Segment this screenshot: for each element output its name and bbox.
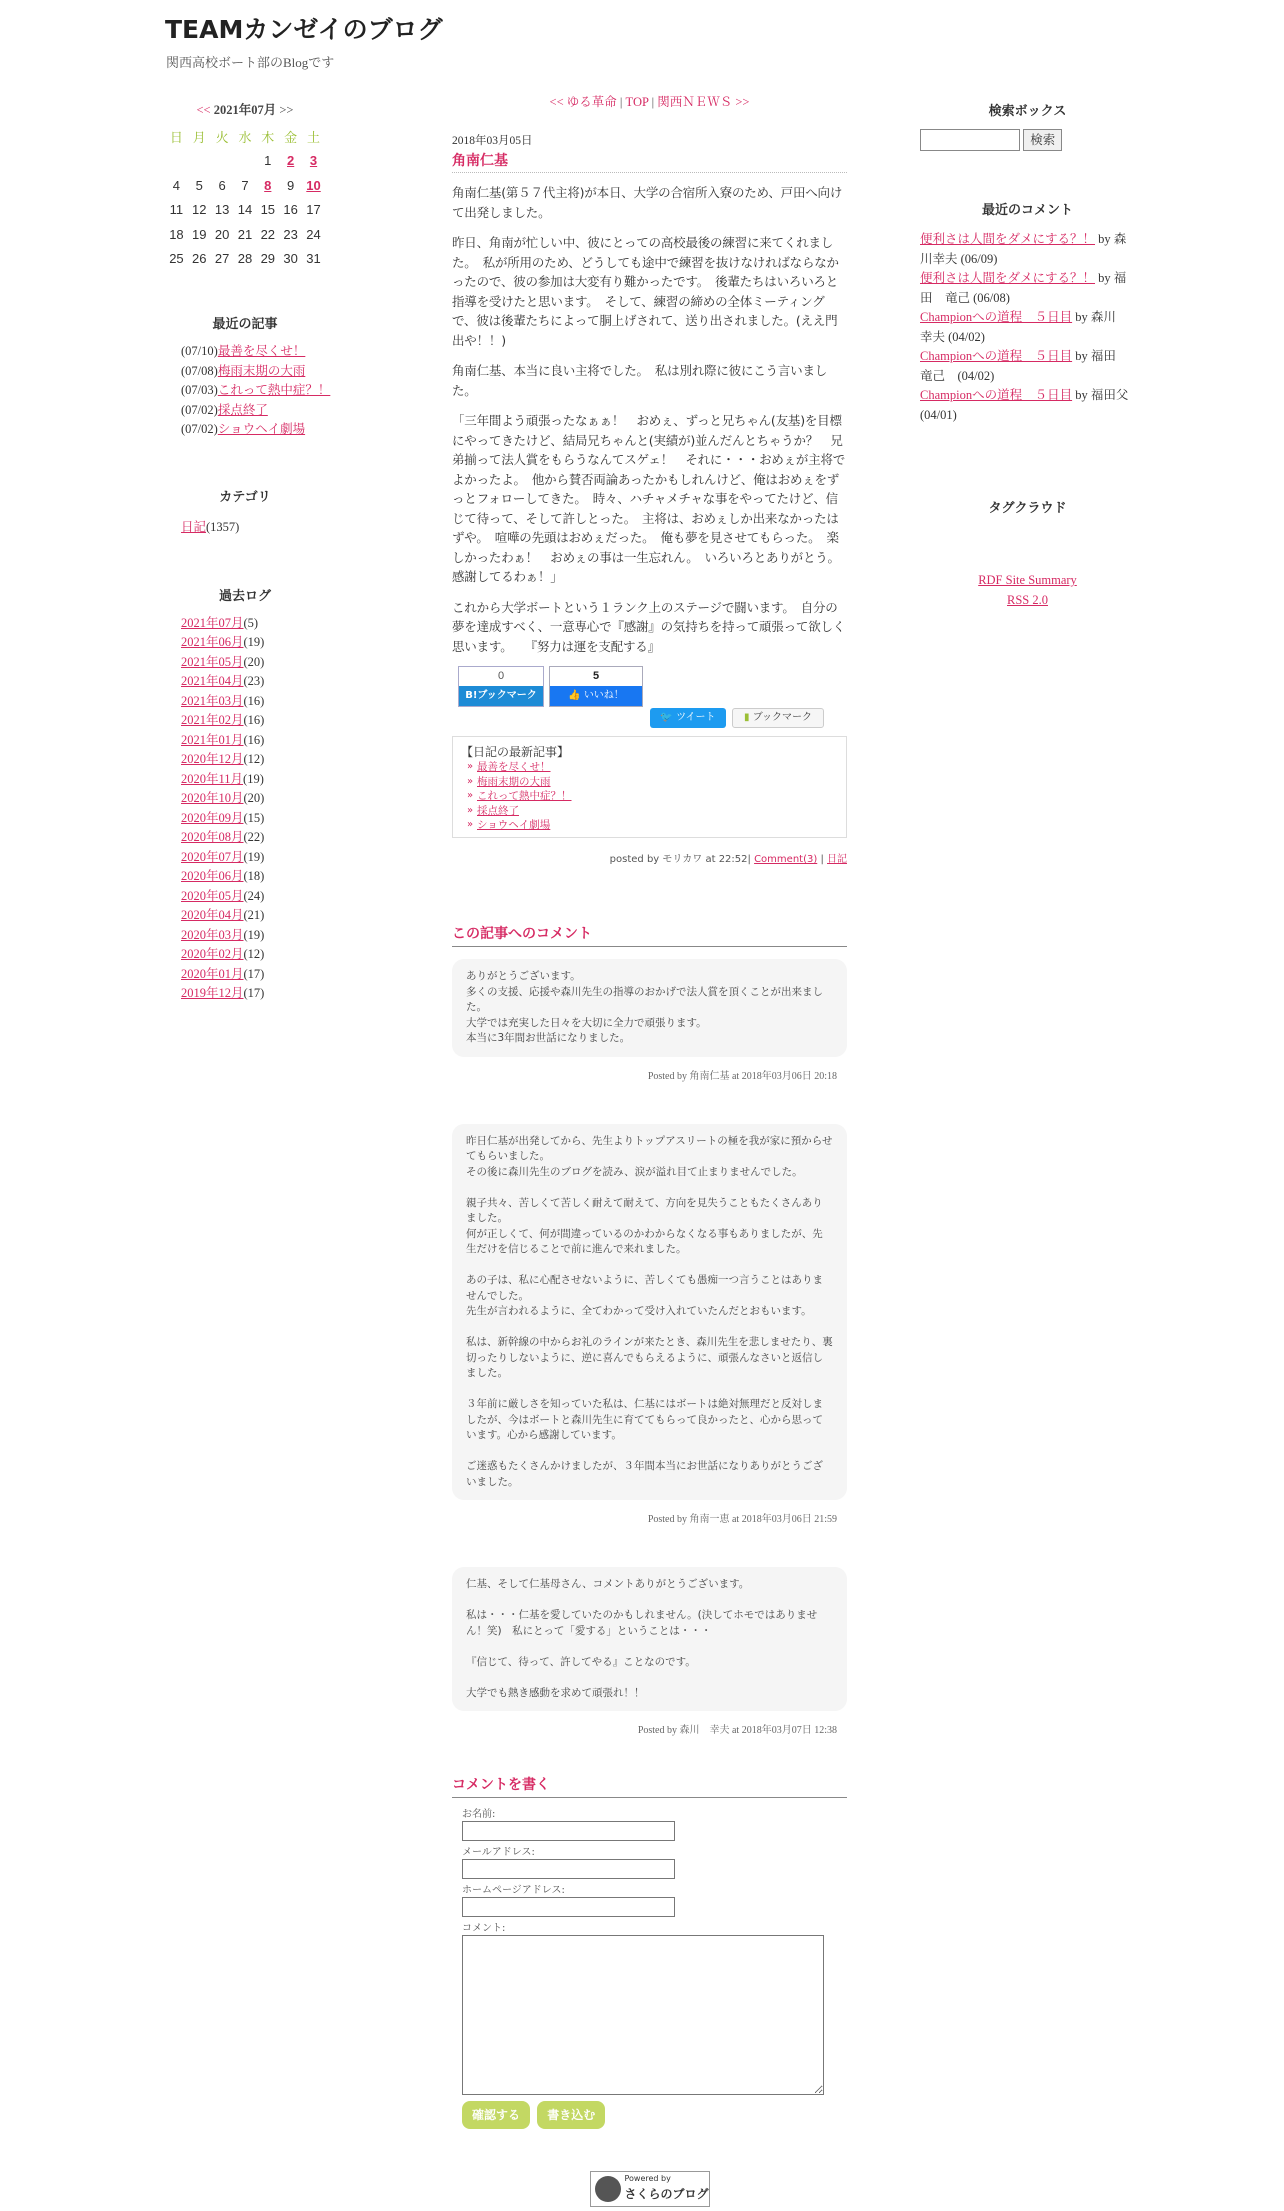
calendar-next-link[interactable]: >> — [279, 103, 294, 117]
comment-body: 仁基、そして仁基母さん、コメントありがとうございます。 私は・・・仁基を愛していたのかもしれません。(決してホモではありません！笑) 私にとって「愛する」ということは・・・ 『信じて、待って、許してやる』ことなのです。 大学でも熱き感動を求めて頑張れ！！ — [452, 1567, 847, 1711]
calendar-day — [234, 149, 257, 174]
recent-comment-meta: by 福田 竜己 (06/08) — [920, 271, 1127, 305]
recent-article-link[interactable]: ショウヘイ劇場 — [217, 422, 306, 436]
left-sidebar — [165, 100, 331, 1004]
archive-count: (20) — [243, 791, 265, 805]
facebook-label — [550, 686, 642, 706]
archive-count: (19) — [243, 849, 265, 864]
calendar-day: 23 — [283, 226, 298, 242]
recent-comment-meta: by 森川 幸夫 (04/02) — [920, 310, 1129, 344]
calendar-weekday: 日 — [169, 130, 183, 146]
archive-item — [165, 926, 325, 946]
facebook-like-label: いいね！ — [583, 690, 624, 701]
tweet-label: ツイート — [676, 712, 716, 723]
rss-link[interactable]: RSS 2.0 — [1007, 592, 1048, 607]
submit-button[interactable]: 書き込む — [537, 2101, 605, 2129]
archive-count: (22) — [243, 830, 265, 844]
calendar-day-link[interactable]: 3 — [309, 153, 318, 169]
comment — [452, 959, 847, 1082]
recent-comment-link[interactable]: Championへの道程 ５日目 — [920, 349, 1073, 363]
name-input[interactable] — [462, 1821, 675, 1841]
archive-item — [165, 965, 325, 985]
archive-count: (16) — [243, 713, 265, 727]
comment — [452, 1567, 847, 1736]
calendar-day: 24 — [306, 226, 321, 242]
calendar-day: 17 — [306, 202, 321, 218]
latest-articles-box — [452, 736, 847, 838]
calendar-week — [165, 149, 325, 174]
main-content — [452, 92, 847, 2211]
comment-textarea[interactable] — [462, 1935, 824, 2095]
category-count: (1357) — [206, 519, 240, 534]
latest-article-link[interactable]: 採点終了 — [477, 804, 519, 817]
calendar-day — [165, 149, 188, 174]
latest-article-item — [461, 760, 838, 775]
calendar-day: 6 — [218, 177, 226, 193]
latest-article-link[interactable]: 最善を尽くせ！ — [477, 761, 551, 773]
homepage-input[interactable] — [462, 1897, 675, 1917]
hatena-count: 0 — [497, 670, 505, 682]
archive-item — [165, 770, 325, 790]
recent-comments-heading: 最近のコメント — [981, 203, 1073, 218]
archive-count: (20) — [243, 654, 265, 669]
recent-comment-item — [920, 308, 1135, 347]
recent-comment-link[interactable]: 便利さは人間をダメにする？！ — [920, 271, 1096, 285]
archive-count: (19) — [243, 635, 265, 649]
calendar-day: 22 — [260, 226, 276, 242]
archive-heading: 過去ログ — [218, 588, 271, 604]
recent-article-item — [165, 381, 331, 401]
search-button[interactable]: 検索 — [1023, 129, 1062, 151]
recent-article-date: (07/08) — [181, 363, 218, 378]
comment-form-heading: コメントを書く — [452, 1774, 847, 1798]
site-description: 関西高校ボート部のBlogです — [166, 55, 335, 70]
calendar-day: 12 — [192, 202, 207, 218]
powered-by — [452, 2171, 847, 2211]
calendar-weekday: 土 — [307, 130, 321, 146]
calendar-day: 30 — [283, 251, 298, 267]
archive-item — [165, 828, 325, 848]
recent-article-link[interactable]: これって熱中症？！ — [217, 383, 331, 397]
calendar-day: 18 — [169, 226, 184, 242]
archive-item — [165, 945, 325, 965]
feed-links — [920, 571, 1135, 610]
archive-item — [165, 867, 325, 887]
archive-month-link[interactable]: 2020年07月 — [181, 849, 244, 864]
calendar-day-link[interactable]: 2 — [287, 153, 295, 169]
latest-article-link[interactable]: ショウヘイ劇場 — [477, 819, 551, 831]
calendar-day: 26 — [192, 251, 207, 267]
comment-form — [452, 1808, 847, 2129]
comment-body: 昨日仁基が出発してから、先生よりトップアスリートの極を我が家に預からせてもらいました。 その後に森川先生のブログを読み、涙が溢れ目て止まりませんでした。 親子共々、苦しくて苦しく耐えて耐えて、方向を見失うこともたくさんありました。 何が正しくて、何が間違っているのかわからなくなる事もありましたが、先生だけを信じることで前に進んで来れました。 あの子は、私に心配させないように、苦しくても愚痴一つ言うことはありませんでした。 先生が言われるように、全てわかって受け入れていたんだとおもいます。 私は、新幹線の中からお礼のラインが来たとき、森川先生を悲しませたり、裏切ったりしないように、逆に喜んでもらえるように、頑張んなさいと返信しました。 ３年前に厳しさを知っていた私は、仁基にはボートは絶対無理だと反対しましたが、今はボートと森川先生に育ててもらって良かったと、心から思っています。心から感謝しています。 ご迷惑もたくさんかけましたが、３年間本当にお世話になりありがとうございました。 — [452, 1124, 847, 1501]
recent-comment-meta: by 福田 竜己 (04/02) — [920, 349, 1129, 383]
archive-month-link[interactable]: 2020年08月 — [181, 830, 244, 844]
search-input[interactable] — [920, 129, 1020, 151]
next-post-link[interactable]: 関西ＮＥＷＳ >> — [657, 95, 750, 109]
latest-article-link[interactable]: これって熱中症？！ — [477, 790, 572, 802]
archive-month-link[interactable]: 2021年03月 — [181, 693, 244, 708]
recent-article-item — [165, 362, 325, 382]
recent-article-item — [165, 420, 325, 440]
archive-count: (12) — [243, 947, 265, 961]
calendar-weekday: 水 — [238, 130, 252, 146]
calendar-day: 16 — [283, 202, 298, 218]
calendar-day: 21 — [237, 226, 253, 242]
calendar-day: 14 — [237, 202, 253, 218]
top-navigation — [452, 92, 847, 110]
calendar-weekday: 木 — [261, 130, 275, 146]
recent-article-link[interactable]: 最善を尽くせ！ — [217, 344, 306, 358]
archive-list — [165, 614, 325, 1004]
recent-article-date: (07/03) — [181, 383, 218, 397]
powered-by-label: Powered by — [624, 2174, 671, 2183]
facebook-count: 5 — [592, 670, 600, 682]
archive-count: (17) — [243, 986, 265, 1000]
archive-item — [165, 906, 325, 926]
calendar-day: 31 — [306, 251, 321, 267]
comment-body: ありがとうございます。 多くの支援、応援や森川先生の指導のおかげで法人賞を頂くことが出来ました。 大学では充実した日々を大切に全力で頑張ります。 本当に3年間お世話になりました。 — [452, 959, 847, 1057]
recent-article-date: (07/10) — [181, 344, 218, 358]
recent-article-item — [165, 342, 325, 362]
calendar-weekday-row — [165, 124, 325, 149]
archive-month-link[interactable]: 2019年12月 — [181, 986, 244, 1000]
archive-month-link[interactable]: 2020年02月 — [181, 947, 244, 961]
archive-month-link[interactable]: 2020年01月 — [181, 966, 244, 981]
recent-articles-list — [165, 342, 331, 440]
calendar-day: 28 — [237, 251, 253, 267]
calendar-day: 7 — [241, 177, 249, 193]
email-label: メールアドレス: — [462, 1847, 535, 1858]
archive-month-link[interactable]: 2020年11月 — [181, 771, 244, 786]
latest-articles-list — [461, 760, 838, 833]
comment — [452, 1124, 847, 1526]
right-sidebar — [920, 100, 1135, 610]
calendar-week — [165, 198, 325, 223]
archive-month-link[interactable]: 2020年05月 — [181, 888, 244, 903]
comments-list — [452, 959, 847, 1736]
archive-item — [165, 614, 325, 634]
comment-author: Posted by 角南一恵 at 2018年03月06日 21:59 — [647, 1514, 837, 1525]
calendar-week — [165, 247, 325, 272]
email-input[interactable] — [462, 1859, 675, 1879]
calendar-day: 5 — [195, 177, 203, 193]
rdf-link[interactable]: RDF Site Summary — [978, 573, 1077, 587]
hatena-bookmark-button[interactable] — [458, 666, 544, 707]
recent-comment-item — [920, 386, 1135, 425]
archive-month-link[interactable]: 2021年04月 — [181, 674, 244, 688]
calendar-day: 15 — [260, 202, 276, 218]
facebook-like-button[interactable] — [549, 666, 643, 707]
calendar-day-link[interactable]: 8 — [264, 177, 272, 193]
calendar-weekday: 金 — [284, 130, 298, 146]
latest-article-item — [461, 789, 838, 804]
archive-item — [165, 692, 325, 712]
calendar-day: 20 — [214, 226, 230, 242]
calendar-month: 2021年07月 — [213, 103, 277, 117]
bookmark-icon: ▮ — [743, 712, 750, 723]
comments-heading: この記事へのコメント — [452, 923, 847, 947]
post-category-link[interactable]: 日記 — [827, 854, 847, 865]
latest-article-link[interactable]: 梅雨末期の大雨 — [477, 775, 551, 788]
calendar-day: 19 — [192, 226, 207, 242]
archive-item — [165, 750, 325, 770]
latest-articles-heading: 【日記の最新記事】 — [461, 745, 570, 759]
latest-article-item — [461, 818, 838, 833]
search-heading: 検索ボックス — [988, 104, 1067, 119]
calendar-week — [165, 173, 325, 198]
archive-month-link[interactable]: 2020年06月 — [181, 869, 244, 883]
calendar-day — [188, 149, 211, 174]
archive-count: (18) — [243, 869, 265, 883]
archive-count: (19) — [243, 771, 264, 786]
social-buttons — [452, 666, 847, 736]
archive-month-link[interactable]: 2020年09月 — [181, 810, 244, 825]
recent-articles-heading: 最近の記事 — [212, 317, 278, 332]
calendar-day: 9 — [287, 177, 295, 193]
post-paragraph: 角南仁基、本当に良い主将でした。 私は別れ際に彼にこう言いました。 — [452, 363, 828, 398]
archive-month-link[interactable]: 2020年04月 — [181, 908, 244, 922]
archive-month-link[interactable]: 2020年03月 — [181, 927, 244, 942]
recent-comment-item — [920, 230, 1135, 269]
category-heading: カテゴリ — [219, 489, 271, 505]
recent-comments-list — [920, 230, 1135, 425]
recent-comment-meta: by 福田父 (04/01) — [920, 388, 1129, 422]
archive-count: (15) — [243, 810, 265, 825]
post-paragraph: 角南仁基(第５７代主将)が本日、大学の合宿所入寮のため、戸田へ向けて出発しました。 — [452, 185, 843, 220]
recent-article-link[interactable]: 梅雨末期の大雨 — [217, 363, 306, 378]
recent-article-item — [165, 401, 325, 421]
archive-count: (5) — [243, 615, 259, 630]
post-paragraph: 「三年間よう頑張ったなぁぁ！ おめぇ、ずっと兄ちゃん(友基)を目標にやってきたけど、結局兄ちゃんと(実績が)並んだんとちゃうか？ 兄弟揃って法人賞をもらうなんてスゲェ！ それに・・・おめぇが主将でよかったよ。 他から賛否両論あったかもしれんけど、俺はおめぇをずっとフォローしてきた。 時々、ハチャメチャな事をやってたけど、信じて待って、そして許しとった。 主将は、おめぇしか出来なかったはずや。 喧嘩の先頭はおめぇだった。 俺も夢を見させてもらった。 楽しかったわぁ！ おめぇの事は一生忘れん。 いろいろとありがとう。 感謝してるわぁ！」 — [452, 413, 846, 584]
calendar-weekday: 月 — [192, 130, 206, 146]
name-label: お名前: — [462, 1809, 496, 1820]
post-paragraph: 昨日、角南が忙しい中、彼にとっての高校最後の練習に来てくれました。 私が所用のため、どうしても途中で練習を抜けなければならなかったので、彼の参加は大変有り難かったです。 後輩たちはいろいろと指導を受けたと思います。 そして、練習の締めの全体ミーティングで、彼は後輩たちによって胴上げされて、送り出されました。(ええ門出や！！) — [452, 235, 839, 348]
calendar-day-link[interactable]: 10 — [306, 177, 321, 193]
sakura-blog-label: さくらのブログ — [624, 2187, 709, 2201]
nav-separator: | — [651, 95, 655, 109]
archive-month-link[interactable]: 2021年02月 — [181, 713, 244, 727]
category-link[interactable]: 日記 — [181, 519, 207, 534]
recent-comment-link[interactable]: Championへの道程 ５日目 — [920, 310, 1073, 324]
post-title[interactable]: 角南仁基 — [452, 150, 847, 173]
calendar-day: 11 — [169, 202, 184, 218]
archive-item — [165, 848, 325, 868]
search-box — [920, 129, 1135, 151]
post-date: 2018年03月05日 — [452, 135, 533, 147]
archive-count: (21) — [243, 908, 265, 922]
bookmark-label: ブックマーク — [752, 712, 812, 723]
archive-count: (19) — [243, 927, 265, 942]
top-link[interactable]: TOP — [625, 95, 649, 109]
calendar-week — [165, 222, 325, 247]
post-paragraph: これから大学ボートという１ランク上のステージで闘います。 自分の夢を達成すべく、一意専心で『感謝』の気持ちを持って頑張って欲しく思います。 『努力は運を支配する』 — [452, 599, 846, 654]
prev-post-link[interactable]: << ゆる革命 — [549, 95, 617, 109]
recent-comment-link[interactable]: 便利さは人間をダメにする？！ — [920, 232, 1096, 246]
archive-month-link[interactable]: 2021年06月 — [181, 635, 244, 649]
recent-comment-link[interactable]: Championへの道程 ５日目 — [920, 388, 1073, 402]
hatena-label: B!ブックマーク — [459, 686, 543, 706]
archive-item — [165, 984, 325, 1004]
comment-count-link[interactable]: Comment(3) — [754, 854, 818, 865]
archive-item — [165, 653, 325, 673]
calendar-day: 13 — [214, 202, 230, 218]
tag-cloud-heading: タグクラウド — [988, 501, 1067, 516]
recent-comment-item — [920, 269, 1135, 308]
post-body — [452, 183, 847, 656]
comment-author: Posted by 角南仁基 at 2018年03月06日 20:18 — [647, 1070, 837, 1082]
cat-logo-icon — [595, 2176, 621, 2202]
archive-item — [165, 731, 325, 751]
footer-separator: | — [820, 854, 824, 865]
calendar — [165, 124, 325, 271]
archive-month-link[interactable]: 2021年01月 — [181, 732, 244, 747]
archive-count: (17) — [243, 966, 265, 981]
calendar-day — [211, 149, 234, 174]
tweet-button[interactable] — [650, 708, 726, 728]
recent-article-link[interactable]: 採点終了 — [217, 402, 268, 417]
archive-month-link[interactable]: 2021年05月 — [181, 654, 244, 669]
calendar-prev-link[interactable]: << — [196, 103, 211, 117]
archive-item — [165, 809, 325, 829]
calendar-header — [165, 100, 325, 118]
archive-count: (12) — [243, 752, 265, 766]
calendar-day: 25 — [169, 251, 184, 267]
calendar-day: 29 — [260, 251, 276, 267]
posted-by: posted by モリカワ at 22:52| — [609, 854, 751, 865]
archive-item — [165, 711, 325, 731]
post-footer — [452, 850, 847, 865]
archive-month-link[interactable]: 2020年12月 — [181, 752, 244, 766]
archive-item — [165, 887, 325, 907]
archive-month-link[interactable]: 2021年07月 — [181, 615, 244, 630]
archive-count: (24) — [243, 888, 265, 903]
recent-article-date: (07/02) — [181, 422, 218, 436]
recent-comment-meta: by 森川幸夫 (06/09) — [920, 232, 1127, 266]
calendar-day: 1 — [264, 153, 272, 169]
archive-month-link[interactable]: 2020年10月 — [181, 791, 244, 805]
calendar-day: 4 — [172, 177, 181, 193]
thumbs-up-icon: 👍 — [568, 690, 581, 701]
bookmark-button[interactable] — [732, 708, 824, 728]
site-title[interactable]: TEAMカンゼイのブログ — [165, 15, 443, 44]
category-item — [165, 517, 325, 535]
archive-count: (23) — [243, 674, 265, 688]
calendar-day: 27 — [214, 251, 230, 267]
comment-label: コメント: — [462, 1923, 506, 1934]
bird-icon: 🐦 — [660, 712, 673, 723]
sakura-blog-badge[interactable] — [590, 2171, 710, 2207]
homepage-label: ホームページアドレス: — [462, 1885, 565, 1896]
recent-comment-item — [920, 347, 1135, 386]
recent-article-date: (07/02) — [181, 402, 218, 417]
calendar-weekday: 火 — [215, 130, 229, 146]
archive-item — [165, 672, 325, 692]
latest-article-item — [461, 775, 838, 790]
nav-separator: | — [619, 95, 623, 109]
comment-author: Posted by 森川 幸夫 at 2018年03月07日 12:38 — [637, 1725, 837, 1736]
latest-article-item — [461, 804, 838, 819]
archive-count: (16) — [243, 693, 265, 708]
archive-item — [165, 633, 325, 653]
confirm-button[interactable]: 確認する — [462, 2101, 530, 2129]
archive-count: (16) — [243, 732, 265, 747]
archive-item — [165, 789, 325, 809]
